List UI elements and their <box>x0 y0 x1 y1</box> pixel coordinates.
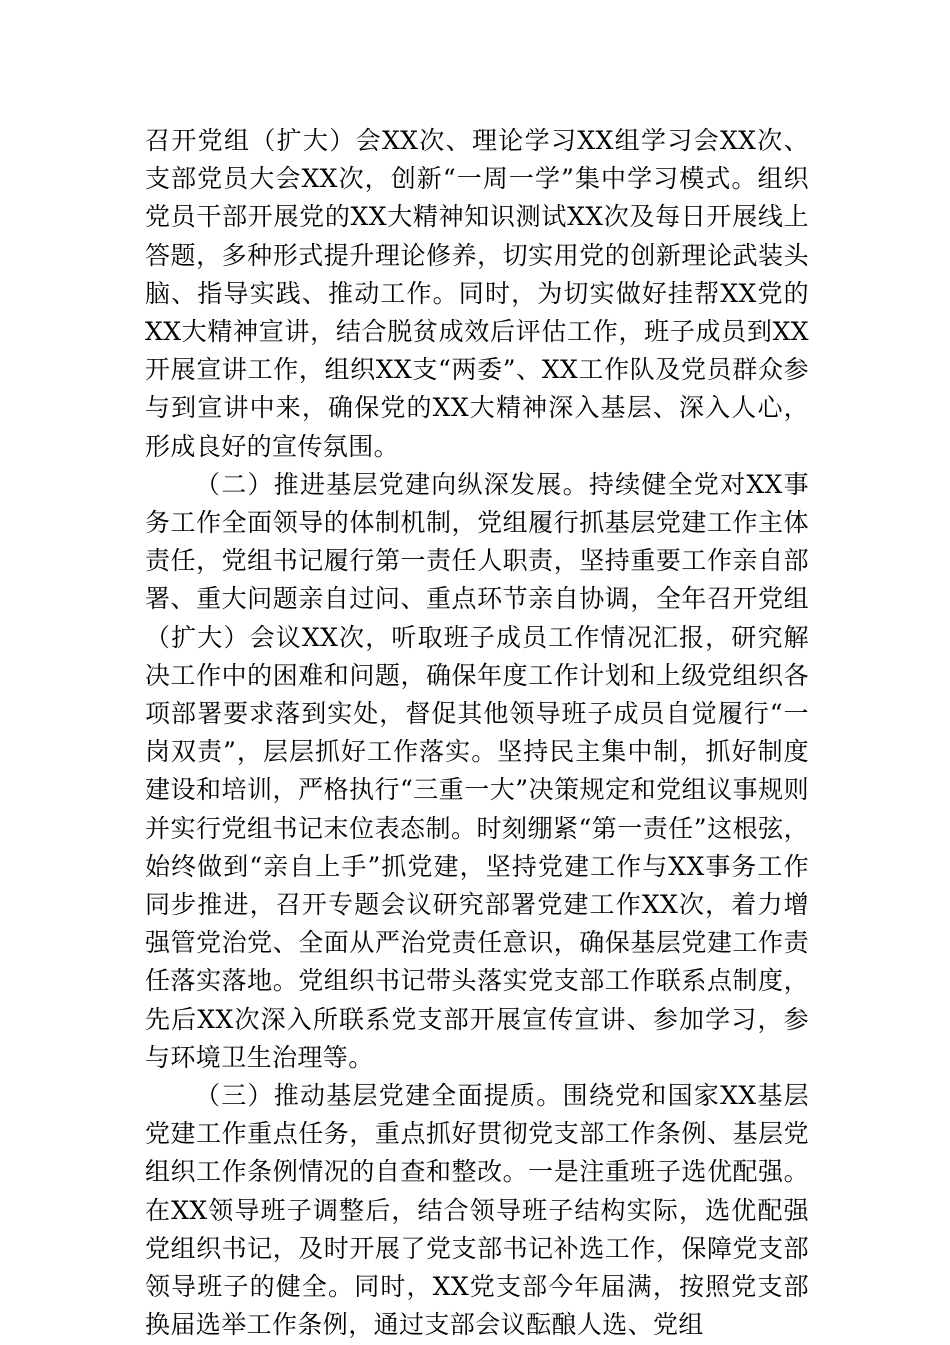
paragraph-party-building-depth: （二）推进基层党建向纵深发展。持续健全党对XX事务工作全面领导的体制机制，党组履行抓基层党建工作主体责任，党组书记履行第一责任人职责，坚持重要工作亲自部署、重大问题亲自过问、重点环节亲自协调，全年召开党组（扩大）会议XX次，听取班子成员工作情况汇报，研究解决工作中的困难和问题，确保年度工作计划和上级党组织各项部署要求落到实处，督促其他领导班子成员自觉履行“一岗双责”，层层抓好工作落实。坚持民主集中制，抓好制度建设和培训，严格执行“三重一大”决策规定和党组议事规则并实行党组书记末位表态制。时刻绷紧“第一责任”这根弦，始终做到“亲自上手”抓党建，坚持党建工作与XX事务工作同步推进，召开专题会议研究部署党建工作XX次，着力增强管党治党、全面从严治党责任意识，确保基层党建工作责任落实落地。党组织书记带头落实党支部工作联系点制度，先后XX次深入所联系党支部开展宣传宣讲、参加学习，参与环境卫生治理等。 <box>145 469 809 1072</box>
paragraph-study-activities: 召开党组（扩大）会XX次、理论学习XX组学习会XX次、支部党员大会XX次，创新“一周一学”集中学习模式。组织党员干部开展党的XX大精神知识测试XX次及每日开展线上答题，多种形式提升理论修养，切实用党的创新理论武装头脑、指导实践、推动工作。同时，为切实做好挂帮XX党的XX大精神宣讲，结合脱贫成效后评估工作，班子成员到XX开展宣讲工作，组织XX支“两委”、XX工作队及党员群众参与到宣讲中来，确保党的XX大精神深入基层、深入人心，形成良好的宣传氛围。 <box>145 126 809 461</box>
paragraph-party-building-quality: （三）推动基层党建全面提质。围绕党和国家XX基层党建工作重点任务，重点抓好贯彻党支部工作条例、基层党组织工作条例情况的自查和整改。一是注重班子选优配强。在XX领导班子调整后，结合领导班子结构实际，选优配强党组织书记，及时开展了党支部书记补选工作，保障党支部领导班子的健全。同时，XX党支部今年届满，按照党支部换届选举工作条例，通过支部会议酝酿人选、党组 <box>145 1081 809 1340</box>
document-body <box>145 122 809 1345</box>
